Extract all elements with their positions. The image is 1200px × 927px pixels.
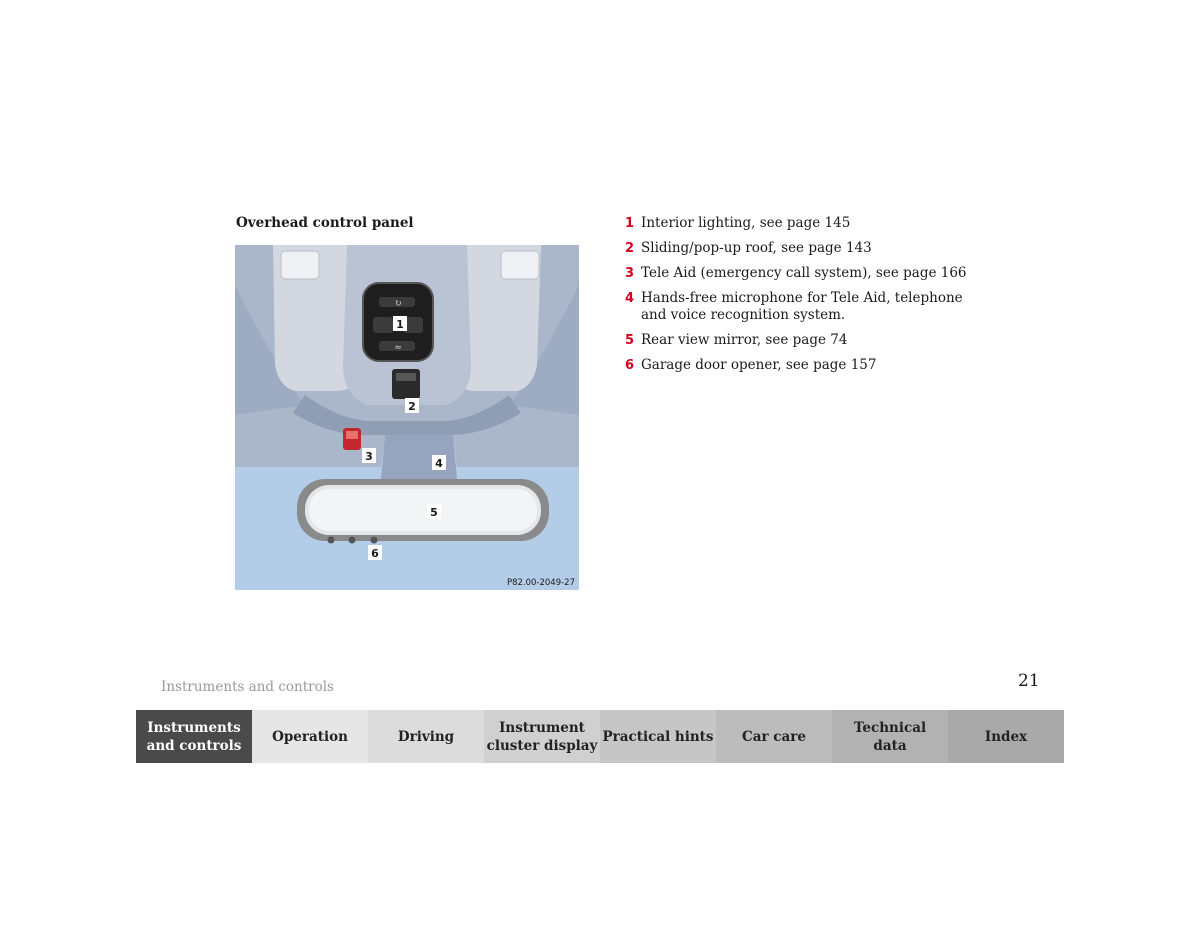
tab-driving[interactable]: Driving bbox=[368, 710, 484, 763]
callout-text: Tele Aid (emergency call system), see page 166 bbox=[641, 265, 967, 281]
callout-text: Garage door opener, see page 157 bbox=[641, 357, 877, 373]
callout-badge-5 bbox=[427, 504, 441, 519]
callout-text: Sliding/pop-up roof, see page 143 bbox=[641, 240, 872, 256]
figure-caption: P82.00-2049-27 bbox=[506, 578, 575, 588]
garage-door-button bbox=[371, 537, 378, 544]
callout-list bbox=[625, 215, 970, 382]
section-title: Overhead control panel bbox=[236, 215, 414, 231]
callout-text: Interior lighting, see page 145 bbox=[641, 215, 851, 231]
callout-number: 4 bbox=[625, 291, 635, 306]
tab-index[interactable]: Index bbox=[948, 710, 1064, 763]
svg-text:↻: ↻ bbox=[394, 299, 402, 309]
callout-item bbox=[625, 265, 970, 282]
overhead-panel-illustration bbox=[235, 245, 579, 590]
chapter-nav bbox=[136, 710, 1064, 763]
callout-number: 5 bbox=[625, 333, 635, 348]
callout-item bbox=[625, 240, 970, 257]
callout-badge-6 bbox=[368, 545, 382, 560]
callout-item bbox=[625, 332, 970, 349]
callout-item bbox=[625, 290, 970, 324]
callout-number: 2 bbox=[625, 241, 635, 256]
callout-badge-2 bbox=[405, 398, 419, 413]
svg-text:≈: ≈ bbox=[394, 343, 402, 353]
callout-badge-4 bbox=[432, 455, 446, 470]
callout-badge-3 bbox=[362, 448, 376, 463]
callout-text: Rear view mirror, see page 74 bbox=[641, 332, 848, 348]
callout-badge-1 bbox=[393, 316, 407, 331]
tab-instruments-and-controls[interactable]: Instruments and controls bbox=[136, 710, 252, 763]
chapter-label: Instruments and controls bbox=[161, 679, 334, 695]
garage-door-button bbox=[328, 537, 335, 544]
tab-instrument-cluster-display[interactable]: Instrument cluster display bbox=[484, 710, 600, 763]
callout-number: 3 bbox=[625, 266, 635, 281]
tab-car-care[interactable]: Car care bbox=[716, 710, 832, 763]
interior-light-right bbox=[501, 251, 539, 279]
callout-number: 1 bbox=[625, 216, 635, 231]
svg-text:5: 5 bbox=[430, 506, 438, 519]
callout-item bbox=[625, 215, 970, 232]
tab-technical-data[interactable]: Technical data bbox=[832, 710, 948, 763]
page-number: 21 bbox=[1018, 671, 1040, 691]
callout-text: Hands-free microphone for Tele Aid, telephone and voice recognition system. bbox=[641, 290, 963, 323]
svg-text:6: 6 bbox=[371, 547, 379, 560]
garage-door-button bbox=[349, 537, 356, 544]
svg-text:2: 2 bbox=[408, 400, 416, 413]
tab-practical-hints[interactable]: Practical hints bbox=[600, 710, 716, 763]
interior-light-left bbox=[281, 251, 319, 279]
svg-text:4: 4 bbox=[435, 457, 443, 470]
svg-text:3: 3 bbox=[365, 450, 373, 463]
svg-text:1: 1 bbox=[396, 318, 404, 331]
tab-operation[interactable]: Operation bbox=[252, 710, 368, 763]
callout-number: 6 bbox=[625, 358, 635, 373]
callout-item bbox=[625, 357, 970, 374]
